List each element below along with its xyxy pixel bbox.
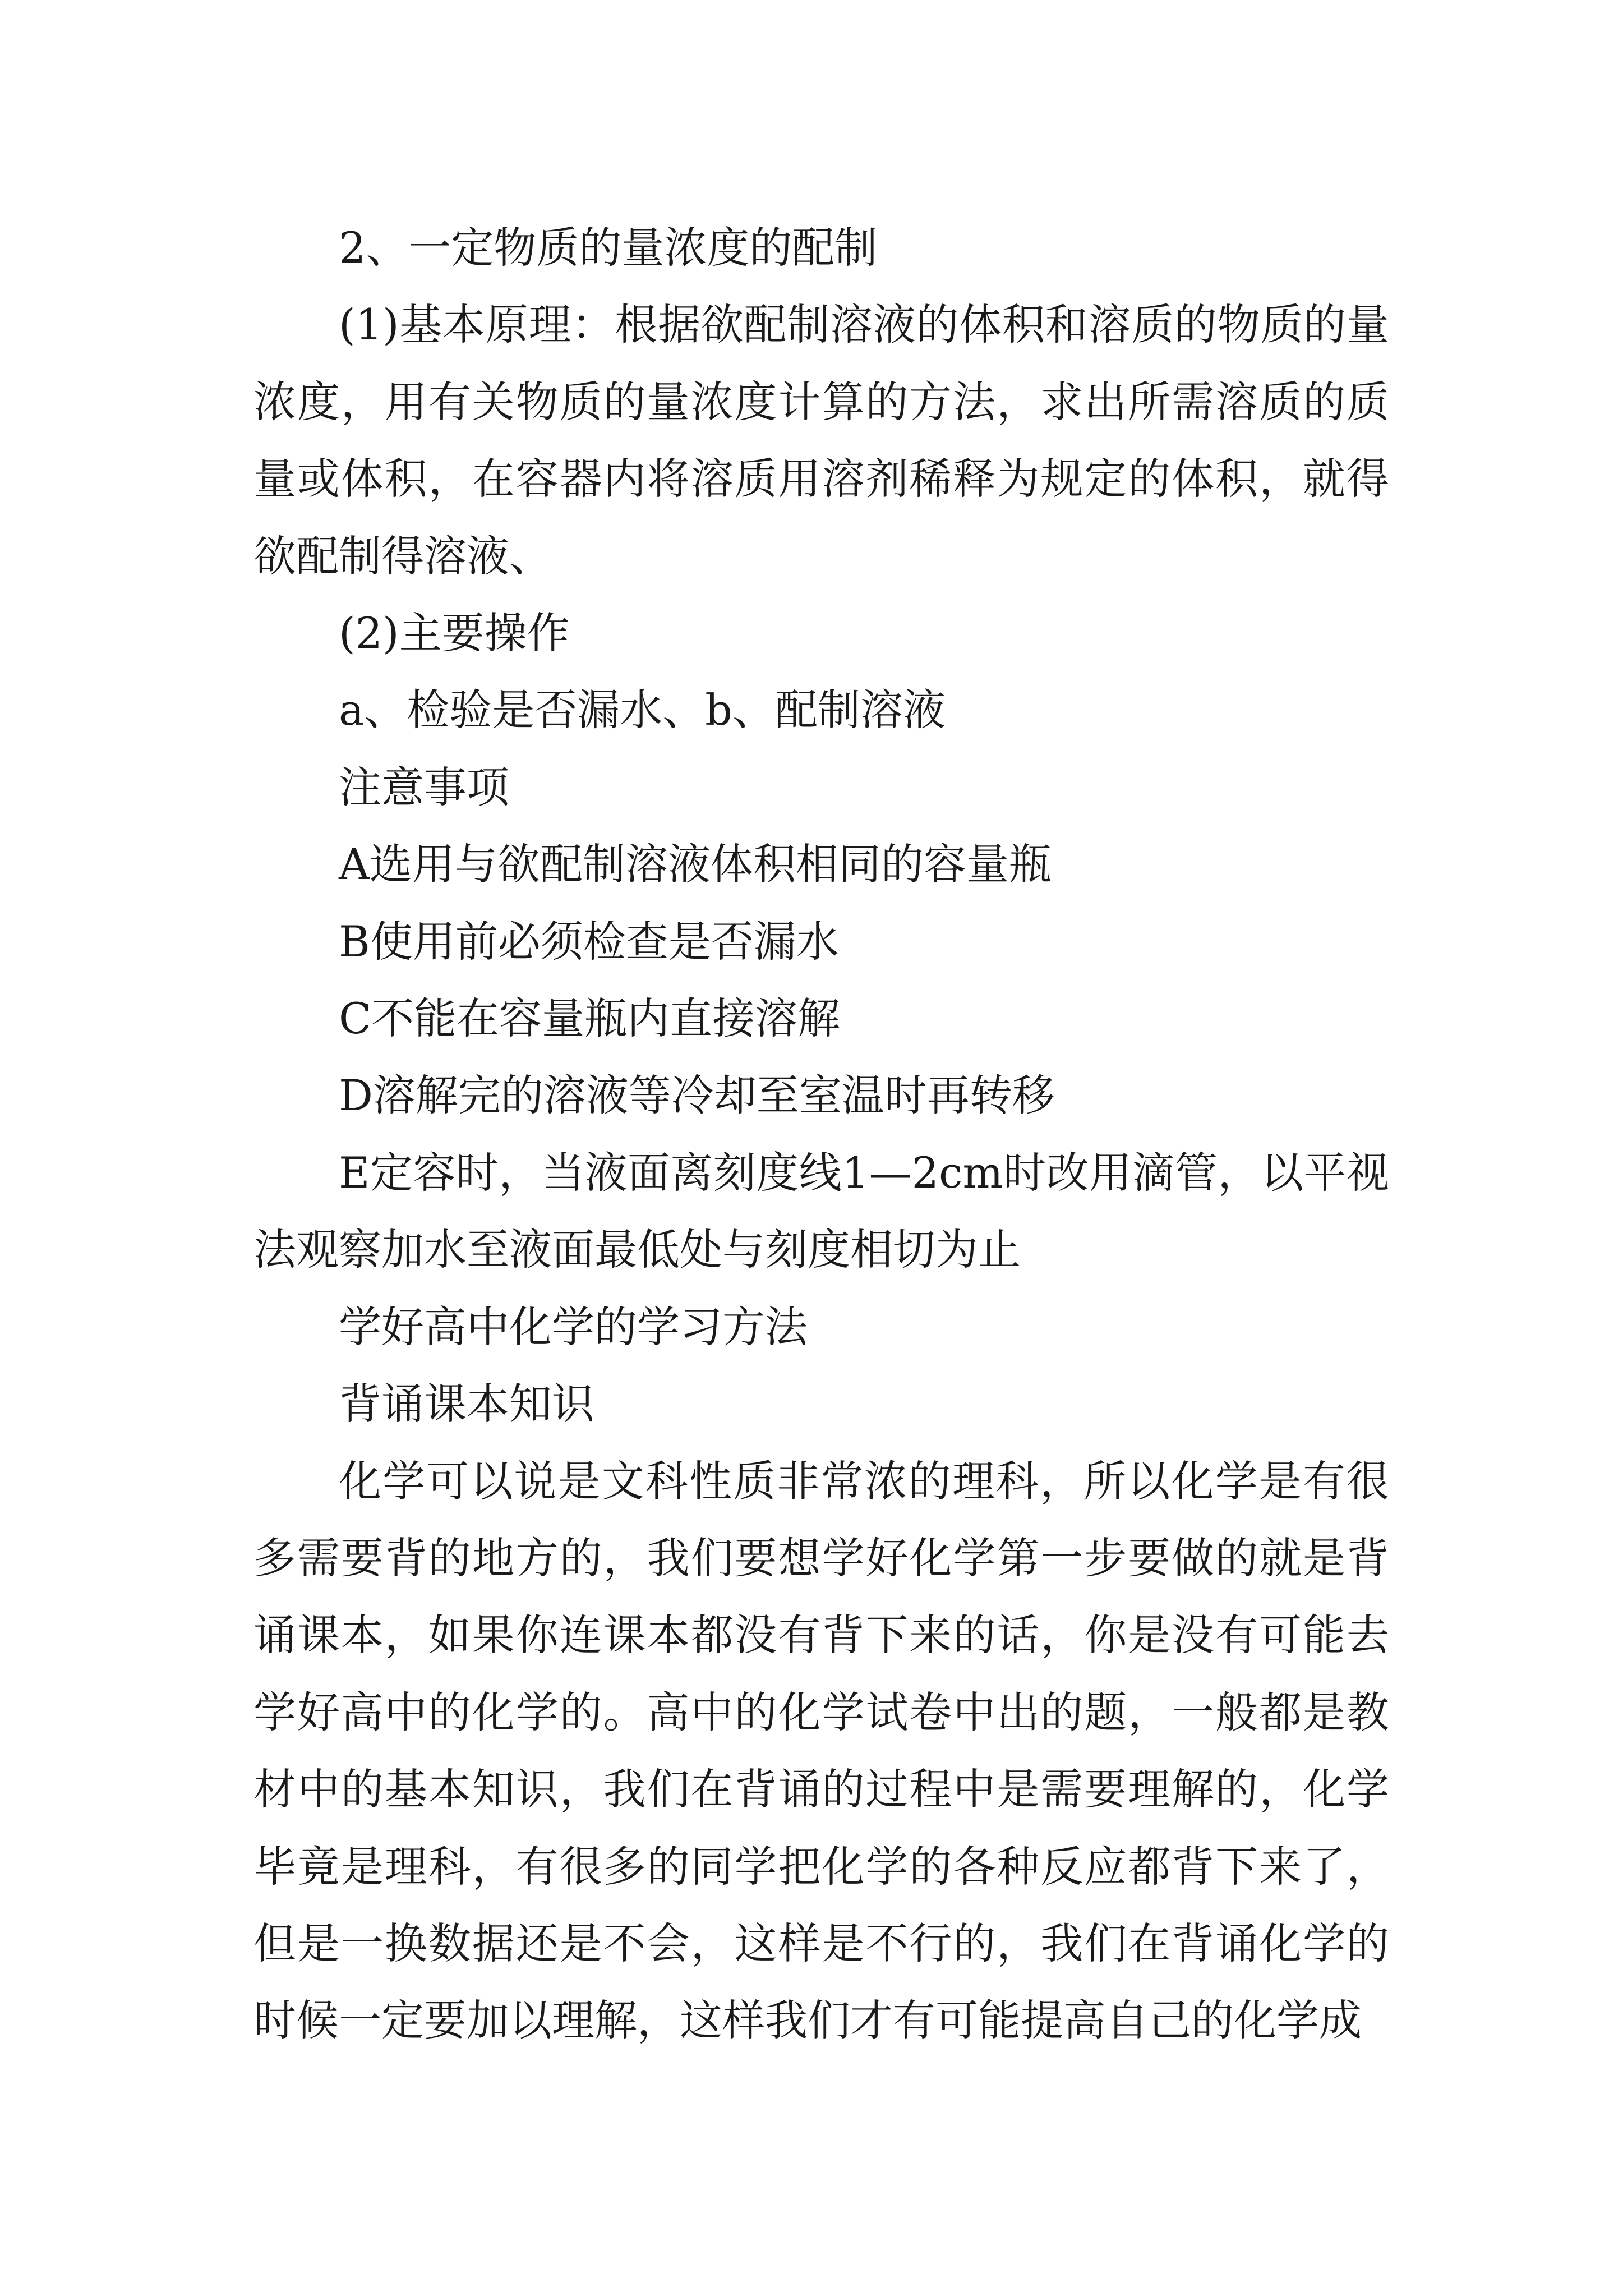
note-e: E定容时，当液面离刻度线1—2cm时改用滴管，以平视法观察加水至液面最低处与刻度相切为止 <box>253 1147 1389 1275</box>
section-heading-study-methods: 学好高中化学的学习方法 <box>339 1301 808 1352</box>
paragraph-memorize: 化学可以说是文科性质非常浓的理科，所以化学是有很多需要背的地方的，我们要想学好化学第一步要做的就是背诵课本，如果你连课本都没有背下来的话，你是没有可能去学好高中的化学的。高中的化学试卷中出的题，一般都是教材中的基本知识，我们在背诵的过程中是需要理解的，化学毕竟是理科，有很多的同学把化学的各种反应都背下来了，但是一换数据还是不会，这样是不行的，我们在背诵化学的时候一定要加以理解，这样我们才有可能提高自己的化学成 <box>253 1456 1389 2046</box>
document-body <box>253 209 1389 2059</box>
note-b: B使用前必须检查是否漏水 <box>339 916 839 967</box>
note-d: D溶解完的溶液等冷却至室温时再转移 <box>339 1070 1055 1121</box>
note-c: C不能在容量瓶内直接溶解 <box>339 993 841 1044</box>
subheading-memorize: 背诵课本知识 <box>339 1379 594 1429</box>
section-heading: 2、一定物质的量浓度的配制 <box>339 223 878 273</box>
subheading-notes: 注意事项 <box>339 762 509 812</box>
subheading-operations: (2)主要操作 <box>339 608 570 659</box>
note-a: A选用与欲配制溶液体积相同的容量瓶 <box>339 839 1052 890</box>
paragraph-steps: a、检验是否漏水、b、配制溶液 <box>339 685 946 735</box>
paragraph-principle: (1)基本原理：根据欲配制溶液的体积和溶质的物质的量浓度，用有关物质的量浓度计算的方法，求出所需溶质的质量或体积，在容器内将溶质用溶剂稀释为规定的体积，就得欲配制得溶液、 <box>253 300 1389 581</box>
